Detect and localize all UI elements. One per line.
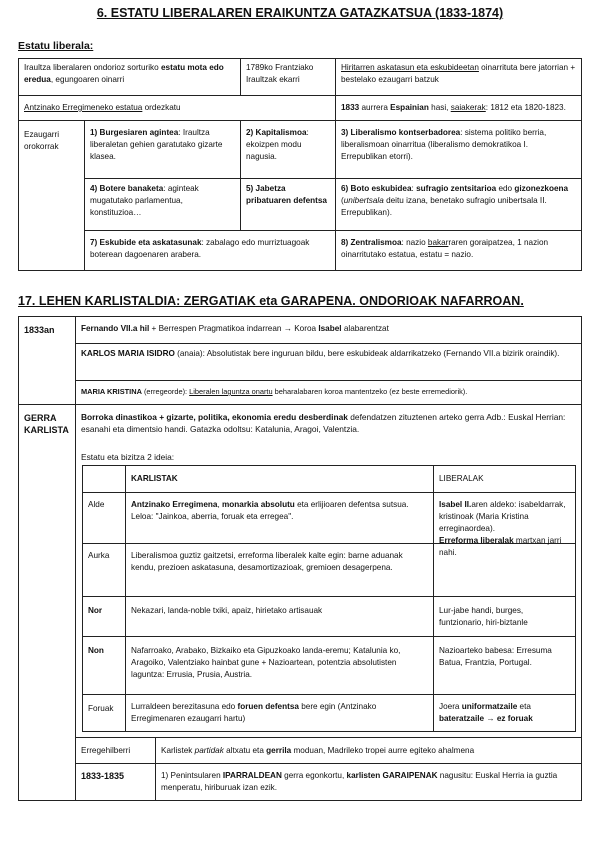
dynastic-struggle-desc: Borroka dinastikoa + gizarte, politika, ekonomia eredu desberdinak defendatzen zituztenen arteko gerra Adb.: Euskal Herrian: esanahi eta dimentsio handi. Gatazka odoltsu: Katalunia, Aragoi, Valentzia. [81,412,566,435]
liberal-state-definition: Iraultza liberalaren ondorioz sorturiko estatu mota edo eredua, egungoaren oinarri [24,63,224,84]
feature-4-separation-of-powers: 4) Botere banaketa: aginteak mugatutako parlamentua, konstituzioa… [90,184,199,217]
year-1833-label: 1833an [24,325,55,335]
french-revolution-origin: 1789ko Frantziako Iraultzak ekarri [246,63,314,84]
row-aurka-label: Aurka [88,551,110,560]
general-features-label: Ezaugarri orokorrak [24,130,60,151]
row-non-liberalak: Nazioarteko babesa: Erresuma Batua, Frantzia, Portugal. [439,646,552,667]
northern-victories-row: 1) Penintsularen IPARRALDEAN gerra egonkortu, karlisten GARAIPENAK nagusitu: Euskal Herria ia guztia menperatu, hiriburuak izan ezik. [161,771,558,792]
row-non-label: Non [88,646,104,655]
section17-title: 17. LEHEN KARLISTALDIA: ZERGATIAK eta GARAPENA. ONDORIOAK NAFARROAN. [18,294,524,308]
row-alde-label: Alde [88,500,105,509]
row-nor-karlistak: Nekazari, landa-noble txiki, apaiz, hirietako artisauak [131,606,323,615]
row-nor-label: Nor [88,606,103,615]
row-alde-liberalak: Isabel II.aren aldeko: isabeldarrak, kristinoak (Maria Kristina erreginaordea). Erreforma liberalak martxan jarri nahi. [439,500,566,557]
row-non-karlistak: Nafarroako, Arabako, Bizkaiko eta Gipuzkoako landa-eremu; Katalunia ko, Aragoiko, Valentziako hainbat gune + Nazioartean, potentzia absolutisten laguntza: Errusia, Prusia, Austria. [131,646,401,679]
row-foruak-label: Foruak [88,704,114,713]
karlos-maria-isidro-row: KARLOS MARIA ISIDRO (anaia): Absolutistak bere inguruan bildu, bere eskubideak aldarrikatzeko (Fernando VII.a bizirik oraindik). [81,349,560,358]
feature-3-conservative-liberalism: 3) Liberalismo kontserbadorea: sistema politiko berria, liberalismoan oinarritua (liberalismo demokratikoa I. Errepublikan etorri). [341,128,547,161]
feature-1-bourgeoisie: 1) Burgesiaren agintea: Iraultza liberaletan gehien garatutako gizarte klasea. [90,128,223,161]
two-ideas-label: Estatu eta bizitza 2 ideia: [81,452,175,462]
spain-1833-start: 1833 aurrera Espainian hasi, saiakerak: 1812 eta 1820-1823. [341,103,566,112]
guerrilla-parties-row: Karlistek partidak altxatu eta gerrila moduan, Madrileko tropei aurre egiteko ahalmena [161,746,475,755]
erregehilberri-label: Erregehilberri [81,746,131,755]
row-aurka-karlistak: Liberalismoa guztiz gaitzetsi, erreforma liberalek kalte egin: barne aduanak kendu, prezioen askatasuna, desamortizazioak, gremioen desagerpena. [131,551,403,572]
fernando-death-row: Fernando VII.a hil + Berrespen Pragmatikoa indarrean → Koroa Isabel alabarentzat [81,324,389,333]
header-karlistak: KARLISTAK [131,474,178,483]
header-liberalak: LIBERALAK [439,474,484,483]
row-nor-liberalak: Lur-jabe handi, burges, funtzionario, hiri-biztanle [439,606,528,627]
maria-kristina-row: MARIA KRISTINA (erregeorde): Liberalen laguntza onartu beharalabaren koroa mantentzeko (ez beste erremediorik). [81,387,468,396]
row-foruak-karlistak: Lurraldeen berezitasuna edo foruen defentsa bere egin (Antzinako Erregimenaren ezaugarri hartu) [131,702,377,723]
estatu-liberala-subtitle: Estatu liberala: [18,40,94,52]
feature-7-rights-freedoms: 7) Eskubide eta askatasunak: zabalago edo murriztuagoak boterean dagoenaren arabera. [90,238,310,259]
carlist-war-label: GERRA KARLISTA [24,413,69,436]
row-alde-karlistak: Antzinako Erregimena, monarkia absolutu eta erlijioaren defentsa sutsua. Leloa: "Jainkoa, aberria, foruak eta erregea". [131,500,409,521]
citizen-rights-basis: Hiritarren askatasun eta eskubideetan oinarrituta bere jatorrian + bestelako ezaugarri batzuk [341,63,576,84]
feature-5-private-property: 5) Jabetza pribatuaren defentsa [246,184,327,205]
feature-6-suffrage: 6) Boto eskubidea: sufragio zentsitarioa edo gizonezkoena (unibertsala deitu izana, benetako sufragio unibertsala II. Errepublikan). [341,184,569,217]
period-1833-1835-label: 1833-1835 [81,771,125,781]
replace-ancien-regime: Antzinako Erregimeneko estatua ordezkatu [24,103,181,112]
row-foruak-liberalak: Joera uniformatzaile eta bateratzaile → ez foruak [439,702,533,723]
feature-2-capitalism: 2) Kapitalismoa: ekoizpen modu nagusia. [246,128,309,161]
feature-8-centralism: 8) Zentralismoa: nazio bakarraren goraipatzea, 1 nazion oinarritutako estatua, estatu = nazio. [341,238,549,259]
section6-title: 6. ESTATU LIBERALAREN ERAIKUNTZA GATAZKATSUA (1833-1874) [96,6,504,20]
